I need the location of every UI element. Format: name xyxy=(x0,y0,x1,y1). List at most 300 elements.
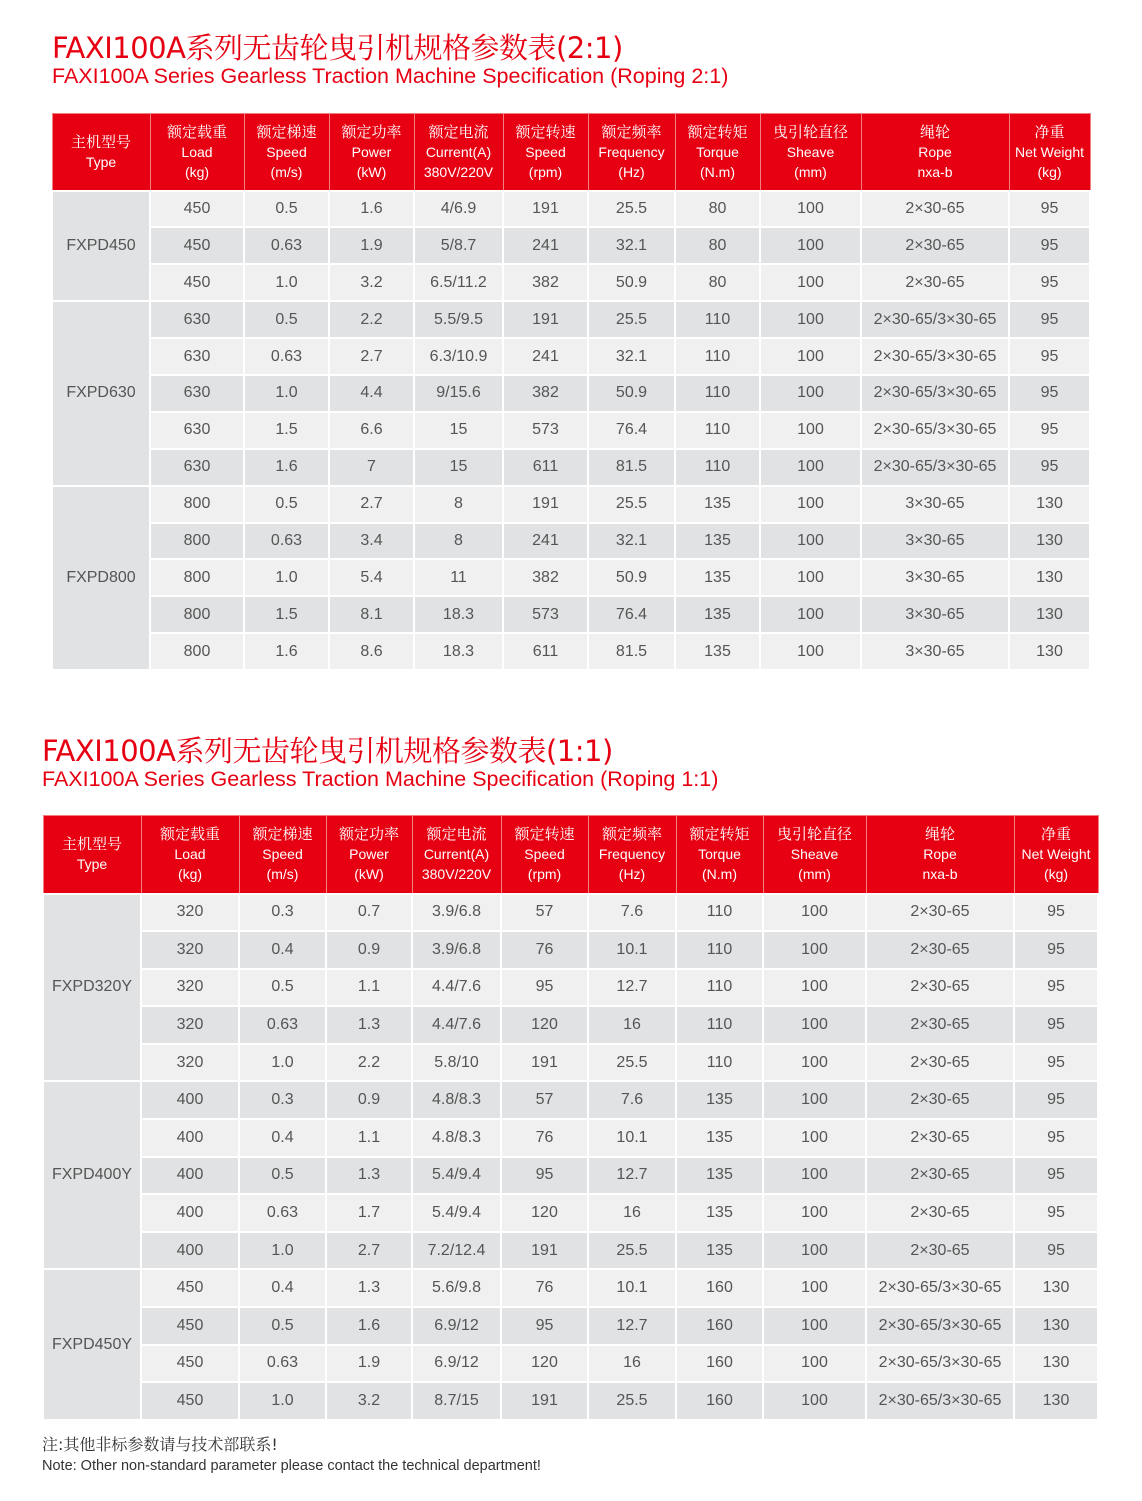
table-cell: 57 xyxy=(501,1081,588,1119)
table-cell: 135 xyxy=(675,633,760,670)
table-cell: 0.63 xyxy=(239,1345,326,1383)
type-cell: FXPD450 xyxy=(52,191,150,302)
table-cell: 80 xyxy=(675,227,760,264)
column-header xyxy=(861,114,1009,191)
table-cell: 5/8.7 xyxy=(414,227,503,264)
table-cell: 80 xyxy=(675,264,760,301)
header-cn: 绳轮 xyxy=(919,122,950,141)
header-cn: 额定电流 xyxy=(428,122,489,141)
table-cell: 100 xyxy=(763,1194,866,1232)
note-en: Note: Other non-standard parameter please contact the technical department! xyxy=(42,1458,541,1474)
table-cell: 100 xyxy=(760,523,861,560)
table-row xyxy=(52,596,1090,633)
table-cell: 450 xyxy=(141,1269,239,1307)
table-cell: 0.3 xyxy=(239,894,326,932)
table-row xyxy=(52,375,1090,412)
type-cell: FXPD320Y xyxy=(43,894,141,1082)
table-cell: 2×30-65/3×30-65 xyxy=(861,301,1009,338)
header-unit: (m/s) xyxy=(270,163,303,180)
table-row xyxy=(43,1081,1098,1119)
table-cell: 4.4/7.6 xyxy=(412,969,501,1007)
table-cell: 7.2/12.4 xyxy=(412,1232,501,1270)
table-cell: 0.63 xyxy=(244,523,329,560)
table-cell: 2.2 xyxy=(329,301,414,338)
table-cell: 1.5 xyxy=(244,596,329,633)
column-header xyxy=(43,816,141,894)
table-cell: 450 xyxy=(141,1382,239,1420)
table-cell: 100 xyxy=(760,449,861,486)
table-row xyxy=(43,1157,1098,1195)
header-row xyxy=(52,114,1090,191)
header-en: Load xyxy=(181,143,213,160)
table-cell: 95 xyxy=(1009,301,1090,338)
table-cell: 3.9/6.8 xyxy=(412,894,501,932)
table-cell: 100 xyxy=(763,969,866,1007)
table-cell: 130 xyxy=(1009,559,1090,596)
table-cell: 7 xyxy=(329,449,414,486)
column-header xyxy=(866,816,1014,894)
table-cell: 3.2 xyxy=(329,264,414,301)
column-header xyxy=(501,816,588,894)
table-cell: 1.1 xyxy=(326,969,412,1007)
table-cell: 450 xyxy=(141,1345,239,1383)
header-unit: nxa-b xyxy=(917,163,953,180)
table-cell: 0.3 xyxy=(239,1081,326,1119)
spec-table-roping-2-1 xyxy=(51,113,1091,671)
column-header xyxy=(588,114,675,191)
header-en: Rope xyxy=(918,143,952,160)
table-cell: 100 xyxy=(760,301,861,338)
header-cn: 额定梯速 xyxy=(256,122,317,141)
table1-title-cn: FAXI100A系列无齿轮曳引机规格参数表(2:1) xyxy=(52,31,623,65)
table-row xyxy=(52,412,1090,449)
table-cell: 2×30-65/3×30-65 xyxy=(866,1269,1014,1307)
table-cell: 100 xyxy=(760,486,861,523)
header-en: Speed xyxy=(262,846,303,863)
table-cell: 160 xyxy=(676,1345,763,1383)
table-cell: 630 xyxy=(150,449,244,486)
table-cell: 12.7 xyxy=(588,1157,676,1195)
table-cell: 320 xyxy=(141,931,239,969)
table-cell: 2×30-65 xyxy=(866,1044,1014,1082)
table-cell: 100 xyxy=(760,559,861,596)
table-cell: 2.7 xyxy=(329,486,414,523)
column-header xyxy=(412,816,501,894)
type-cell: FXPD450Y xyxy=(43,1269,141,1419)
table-cell: 95 xyxy=(1014,1119,1098,1157)
table-cell: 130 xyxy=(1009,596,1090,633)
type-cell: FXPD630 xyxy=(52,301,150,485)
table-cell: 2×30-65 xyxy=(861,227,1009,264)
table-row xyxy=(43,894,1098,932)
table-cell: 130 xyxy=(1009,486,1090,523)
table-cell: 95 xyxy=(1014,894,1098,932)
table-cell: 1.9 xyxy=(326,1345,412,1383)
table-cell: 110 xyxy=(676,1044,763,1082)
column-header xyxy=(414,114,503,191)
table-cell: 0.5 xyxy=(239,1157,326,1195)
table-cell: 160 xyxy=(676,1382,763,1420)
table-cell: 3×30-65 xyxy=(861,559,1009,596)
header-en: Load xyxy=(174,846,206,863)
table-row xyxy=(43,1307,1098,1345)
table-cell: 2×30-65/3×30-65 xyxy=(866,1345,1014,1383)
table-cell: 76 xyxy=(501,1269,588,1307)
table-cell: 2×30-65 xyxy=(866,1194,1014,1232)
table-cell: 110 xyxy=(675,449,760,486)
table-cell: 76.4 xyxy=(588,412,675,449)
table-cell: 95 xyxy=(1009,412,1090,449)
table-cell: 573 xyxy=(503,412,588,449)
table-cell: 5.4 xyxy=(329,559,414,596)
table-cell: 0.9 xyxy=(326,1081,412,1119)
header-cn: 额定载重 xyxy=(159,825,220,844)
table-cell: 100 xyxy=(760,596,861,633)
header-en: Type xyxy=(85,153,117,170)
table-cell: 450 xyxy=(150,227,244,264)
table-cell: 1.3 xyxy=(326,1157,412,1195)
column-header xyxy=(675,114,760,191)
table-cell: 95 xyxy=(1009,264,1090,301)
header-unit: (mm) xyxy=(794,163,827,180)
header-en: Sheave xyxy=(790,846,839,863)
table-cell: 110 xyxy=(676,969,763,1007)
table-cell: 2×30-65/3×30-65 xyxy=(861,412,1009,449)
table-cell: 135 xyxy=(675,523,760,560)
table-cell: 2.7 xyxy=(326,1232,412,1270)
table-cell: 4.8/8.3 xyxy=(412,1119,501,1157)
header-en: Torque xyxy=(696,143,739,160)
header-unit: (Hz) xyxy=(618,866,646,883)
table-cell: 95 xyxy=(501,1157,588,1195)
table-cell: 2×30-65/3×30-65 xyxy=(861,375,1009,412)
header-en: Power xyxy=(351,143,392,160)
header-unit: (kg) xyxy=(1043,866,1069,883)
table-cell: 382 xyxy=(503,264,588,301)
table-cell: 1.0 xyxy=(244,559,329,596)
table-cell: 25.5 xyxy=(588,191,675,228)
table-cell: 4.8/8.3 xyxy=(412,1081,501,1119)
table-cell: 2×30-65 xyxy=(866,1157,1014,1195)
header-cn: 净重 xyxy=(1034,122,1065,141)
table-cell: 110 xyxy=(675,412,760,449)
header-en: Sheave xyxy=(786,143,835,160)
table-cell: 10.1 xyxy=(588,1119,676,1157)
table-cell: 320 xyxy=(141,1006,239,1044)
table-cell: 100 xyxy=(763,1307,866,1345)
table-cell: 16 xyxy=(588,1006,676,1044)
table-cell: 135 xyxy=(675,559,760,596)
table-row xyxy=(52,633,1090,670)
table-cell: 630 xyxy=(150,375,244,412)
header-en: Rope xyxy=(923,846,957,863)
header-en: Current(A) xyxy=(423,846,490,863)
table-cell: 25.5 xyxy=(588,1232,676,1270)
table-cell: 0.63 xyxy=(239,1194,326,1232)
table-cell: 0.7 xyxy=(326,894,412,932)
table-cell: 130 xyxy=(1009,523,1090,560)
header-unit: nxa-b xyxy=(922,866,958,883)
table-cell: 1.3 xyxy=(326,1269,412,1307)
table-cell: 100 xyxy=(763,1345,866,1383)
table-cell: 135 xyxy=(676,1232,763,1270)
table-cell: 80 xyxy=(675,191,760,228)
table-cell: 2×30-65 xyxy=(866,931,1014,969)
table-cell: 0.5 xyxy=(244,301,329,338)
table-cell: 130 xyxy=(1009,633,1090,670)
table-cell: 130 xyxy=(1014,1307,1098,1345)
table-row xyxy=(43,1119,1098,1157)
table-cell: 18.3 xyxy=(414,596,503,633)
table-cell: 95 xyxy=(1014,1006,1098,1044)
table-cell: 400 xyxy=(141,1119,239,1157)
header-en: Type xyxy=(76,856,108,873)
table-cell: 9/15.6 xyxy=(414,375,503,412)
table-cell: 2×30-65 xyxy=(866,894,1014,932)
table-cell: 1.0 xyxy=(239,1382,326,1420)
table-cell: 241 xyxy=(503,523,588,560)
header-cn: 额定转矩 xyxy=(689,825,750,844)
table-cell: 110 xyxy=(675,338,760,375)
header-unit: (N.m) xyxy=(702,866,737,883)
header-unit: (kg) xyxy=(177,866,203,883)
table-cell: 120 xyxy=(501,1006,588,1044)
table-cell: 450 xyxy=(150,191,244,228)
table-cell: 1.7 xyxy=(326,1194,412,1232)
table-cell: 400 xyxy=(141,1081,239,1119)
header-unit: (kg) xyxy=(184,163,210,180)
header-cn: 额定电流 xyxy=(426,825,487,844)
table-cell: 135 xyxy=(676,1081,763,1119)
table2-title-cn: FAXI100A系列无齿轮曳引机规格参数表(1:1) xyxy=(42,734,613,768)
table-cell: 2.2 xyxy=(326,1044,412,1082)
table-cell: 100 xyxy=(763,1006,866,1044)
table-cell: 95 xyxy=(501,969,588,1007)
table-cell: 6.9/12 xyxy=(412,1345,501,1383)
table-row xyxy=(43,969,1098,1007)
table-row xyxy=(43,931,1098,969)
column-header xyxy=(150,114,244,191)
table-cell: 0.5 xyxy=(239,1307,326,1345)
table-cell: 1.0 xyxy=(239,1044,326,1082)
header-unit: (N.m) xyxy=(700,163,735,180)
header-unit: (rpm) xyxy=(528,163,563,180)
table-cell: 32.1 xyxy=(588,523,675,560)
header-en: Speed xyxy=(266,143,307,160)
table-cell: 95 xyxy=(1014,1194,1098,1232)
table-cell: 5.6/9.8 xyxy=(412,1269,501,1307)
table-cell: 1.0 xyxy=(244,264,329,301)
table-cell: 12.7 xyxy=(588,1307,676,1345)
note-cn: 注:其他非标参数请与技术部联系! xyxy=(42,1435,278,1454)
header-unit: 380V/220V xyxy=(423,163,494,180)
table-cell: 100 xyxy=(760,338,861,375)
table-cell: 81.5 xyxy=(588,449,675,486)
column-header xyxy=(326,816,412,894)
table-cell: 15 xyxy=(414,449,503,486)
table-cell: 100 xyxy=(763,894,866,932)
table-cell: 8.7/15 xyxy=(412,1382,501,1420)
table-cell: 95 xyxy=(1009,191,1090,228)
table-cell: 10.1 xyxy=(588,1269,676,1307)
table-cell: 2×30-65/3×30-65 xyxy=(866,1307,1014,1345)
header-cn: 主机型号 xyxy=(61,835,122,854)
header-unit: (m/s) xyxy=(266,866,299,883)
table-cell: 5.4/9.4 xyxy=(412,1157,501,1195)
table-cell: 95 xyxy=(1014,1044,1098,1082)
table-cell: 6.3/10.9 xyxy=(414,338,503,375)
table-cell: 2×30-65 xyxy=(866,1081,1014,1119)
table-cell: 50.9 xyxy=(588,559,675,596)
table-cell: 76 xyxy=(501,931,588,969)
table-cell: 1.6 xyxy=(329,191,414,228)
table-cell: 110 xyxy=(676,1006,763,1044)
table-cell: 4/6.9 xyxy=(414,191,503,228)
table-cell: 191 xyxy=(501,1382,588,1420)
column-header xyxy=(239,816,326,894)
table-row xyxy=(52,338,1090,375)
header-cn: 额定梯速 xyxy=(252,825,313,844)
table-cell: 191 xyxy=(501,1232,588,1270)
table-cell: 95 xyxy=(1014,1232,1098,1270)
table-cell: 110 xyxy=(675,375,760,412)
header-cn: 额定转速 xyxy=(514,825,575,844)
table-row xyxy=(52,264,1090,301)
column-header xyxy=(1014,816,1098,894)
table-cell: 191 xyxy=(501,1044,588,1082)
table-cell: 450 xyxy=(150,264,244,301)
table-cell: 3×30-65 xyxy=(861,486,1009,523)
header-unit: (kW) xyxy=(356,163,387,180)
table-cell: 1.6 xyxy=(326,1307,412,1345)
table-cell: 0.5 xyxy=(244,486,329,523)
table-cell: 95 xyxy=(1014,1157,1098,1195)
table-cell: 95 xyxy=(1009,338,1090,375)
table-cell: 10.1 xyxy=(588,931,676,969)
header-en: Frequency xyxy=(598,143,665,160)
header-en: Speed xyxy=(525,143,566,160)
table-cell: 100 xyxy=(760,191,861,228)
table-row xyxy=(43,1194,1098,1232)
table-row xyxy=(43,1382,1098,1420)
table-cell: 191 xyxy=(503,486,588,523)
table-cell: 11 xyxy=(414,559,503,596)
table-cell: 2×30-65 xyxy=(866,1119,1014,1157)
table-cell: 1.1 xyxy=(326,1119,412,1157)
table-row xyxy=(52,559,1090,596)
header-cn: 额定载重 xyxy=(166,122,227,141)
table-cell: 0.4 xyxy=(239,1119,326,1157)
table-cell: 130 xyxy=(1014,1382,1098,1420)
column-header xyxy=(760,114,861,191)
table-cell: 382 xyxy=(503,559,588,596)
table-cell: 160 xyxy=(676,1307,763,1345)
table-cell: 15 xyxy=(414,412,503,449)
table-cell: 0.63 xyxy=(244,227,329,264)
table-cell: 320 xyxy=(141,1044,239,1082)
table-cell: 1.6 xyxy=(244,449,329,486)
table-row xyxy=(52,486,1090,523)
table-cell: 2.7 xyxy=(329,338,414,375)
table-cell: 3.9/6.8 xyxy=(412,931,501,969)
header-cn: 额定频率 xyxy=(601,122,662,141)
table-cell: 135 xyxy=(675,486,760,523)
column-header xyxy=(329,114,414,191)
table-cell: 573 xyxy=(503,596,588,633)
table-cell: 120 xyxy=(501,1194,588,1232)
table-row xyxy=(43,1345,1098,1383)
table-cell: 0.63 xyxy=(239,1006,326,1044)
header-cn: 额定功率 xyxy=(341,122,402,141)
table-row xyxy=(52,523,1090,560)
table-cell: 4.4/7.6 xyxy=(412,1006,501,1044)
table-cell: 50.9 xyxy=(588,375,675,412)
table-cell: 16 xyxy=(588,1194,676,1232)
table-cell: 6.9/12 xyxy=(412,1307,501,1345)
table-cell: 2×30-65/3×30-65 xyxy=(866,1382,1014,1420)
column-header xyxy=(52,114,150,191)
header-en: Power xyxy=(349,846,389,863)
table-row xyxy=(52,227,1090,264)
table-cell: 0.5 xyxy=(239,969,326,1007)
table-cell: 0.63 xyxy=(244,338,329,375)
header-row xyxy=(43,816,1098,894)
table-cell: 2×30-65 xyxy=(861,264,1009,301)
table-cell: 16 xyxy=(588,1345,676,1383)
header-cn: 主机型号 xyxy=(70,132,131,151)
table-cell: 95 xyxy=(501,1307,588,1345)
table-cell: 2×30-65 xyxy=(866,969,1014,1007)
table2-title-en: FAXI100A Series Gearless Traction Machine Specification (Roping 1:1) xyxy=(42,767,719,791)
header-cn: 额定功率 xyxy=(338,825,399,844)
table-cell: 400 xyxy=(141,1194,239,1232)
table-cell: 110 xyxy=(675,301,760,338)
table-cell: 100 xyxy=(760,412,861,449)
table-cell: 3.4 xyxy=(329,523,414,560)
table-cell: 0.9 xyxy=(326,931,412,969)
table-cell: 400 xyxy=(141,1232,239,1270)
table-cell: 2×30-65 xyxy=(861,191,1009,228)
table-cell: 3×30-65 xyxy=(861,596,1009,633)
table-cell: 95 xyxy=(1009,227,1090,264)
table-cell: 120 xyxy=(501,1345,588,1383)
header-unit: (Hz) xyxy=(618,163,645,180)
header-unit: (kW) xyxy=(354,866,384,883)
type-cell: FXPD800 xyxy=(52,486,150,670)
column-header xyxy=(503,114,588,191)
table-cell: 135 xyxy=(676,1157,763,1195)
table-cell: 3×30-65 xyxy=(861,633,1009,670)
table-cell: 8 xyxy=(414,486,503,523)
table-cell: 130 xyxy=(1014,1269,1098,1307)
table-row xyxy=(43,1006,1098,1044)
column-header xyxy=(1009,114,1090,191)
table-cell: 1.5 xyxy=(244,412,329,449)
table-cell: 76 xyxy=(501,1119,588,1157)
table-cell: 450 xyxy=(141,1307,239,1345)
header-en: Torque xyxy=(698,846,741,863)
table-cell: 135 xyxy=(675,596,760,633)
table-cell: 7.6 xyxy=(588,1081,676,1119)
table-cell: 57 xyxy=(501,894,588,932)
table-cell: 0.5 xyxy=(244,191,329,228)
table-cell: 32.1 xyxy=(588,227,675,264)
table-cell: 50.9 xyxy=(588,264,675,301)
header-cn: 额定转矩 xyxy=(687,122,748,141)
table-cell: 8.6 xyxy=(329,633,414,670)
table-cell: 100 xyxy=(763,1081,866,1119)
table-cell: 2×30-65/3×30-65 xyxy=(861,338,1009,375)
